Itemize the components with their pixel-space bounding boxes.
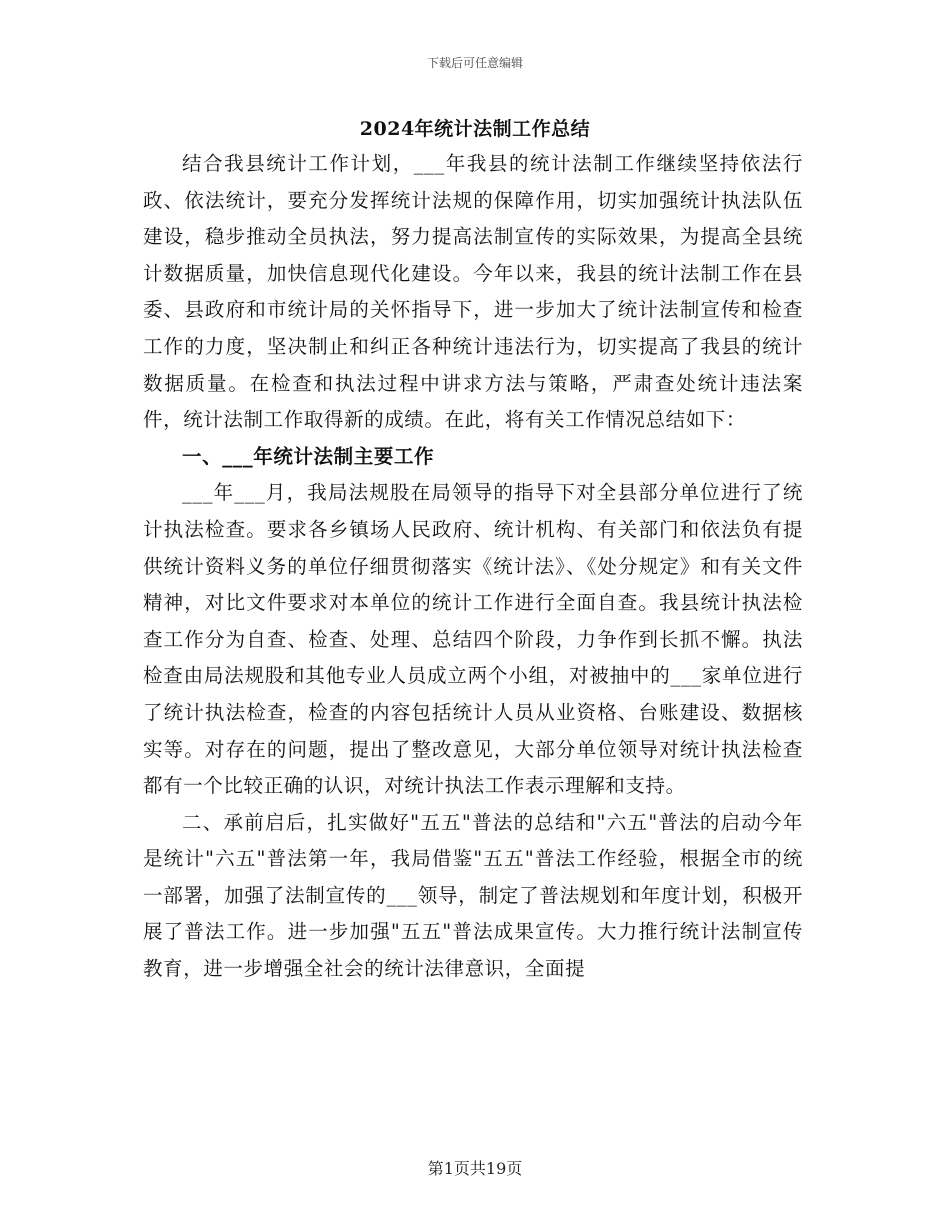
- document-title: 2024年统计法制工作总结: [359, 118, 591, 140]
- header-note: 下载后可任意编辑: [426, 56, 523, 70]
- intro-paragraph: 结合我县统计工作计划，___年我县的统计法制工作继续坚持依法行政、依法统计，要充分发挥统计法规的保障作用，切实加强统计执法队伍建设，稳步推动全员执法，努力提高法制宣传的实际效果，为提高全县统计数据质量，加快信息现代化建设。今年以来，我县的统计法制工作在县委、县政府和市统计局的关怀指导下，进一步加大了统计法制宣传和检查工作的力度，坚决制止和纠正各种统计违法行为，切实提高了我县的统计数据质量。在检查和执法过程中讲求方法与策略，严肃查处统计违法案件，统计法制工作取得新的成绩。在此，将有关工作情况总结如下：: [143, 152, 803, 432]
- page-number: 第1页共19页: [427, 1159, 523, 1178]
- section-1-paragraph: ___年___月，我局法规股在局领导的指导下对全县部分单位进行了统计执法检查。要求各乡镇场人民政府、统计机构、有关部门和依法负有提供统计资料义务的单位仔细贯彻落实《统计法》、《处分规定》和有关文件精神，对比文件要求对本单位的统计工作进行全面自查。我县统计执法检查工作分为自查、检查、处理、总结四个阶段，力争作到长抓不懈。执法检查由局法规股和其他专业人员成立两个小组，对被抽中的___家单位进行了统计执法检查，检查的内容包括统计人员从业资格、台账建设、数据核实等。对存在的问题，提出了整改意见，大部分单位领导对统计执法检查都有一个比较正确的认识，对统计执法工作表示理解和支持。: [143, 481, 803, 798]
- document-body: [143, 146, 803, 988]
- section-1-heading: 一、___年统计法制主要工作: [182, 444, 435, 468]
- section-2-paragraph: 二、承前启后，扎实做好"五五"普法的总结和"六五"普法的启动今年是统计"六五"普法第一年，我局借鉴"五五"普法工作经验，根据全市的统一部署，加强了法制宣传的___领导，制定了普法规划和年度计划，积极开展了普法工作。进一步加强"五五"普法成果宣传。大力推行统计法制宣传教育，进一步增强全社会的统计法律意识，全面提: [143, 810, 803, 981]
